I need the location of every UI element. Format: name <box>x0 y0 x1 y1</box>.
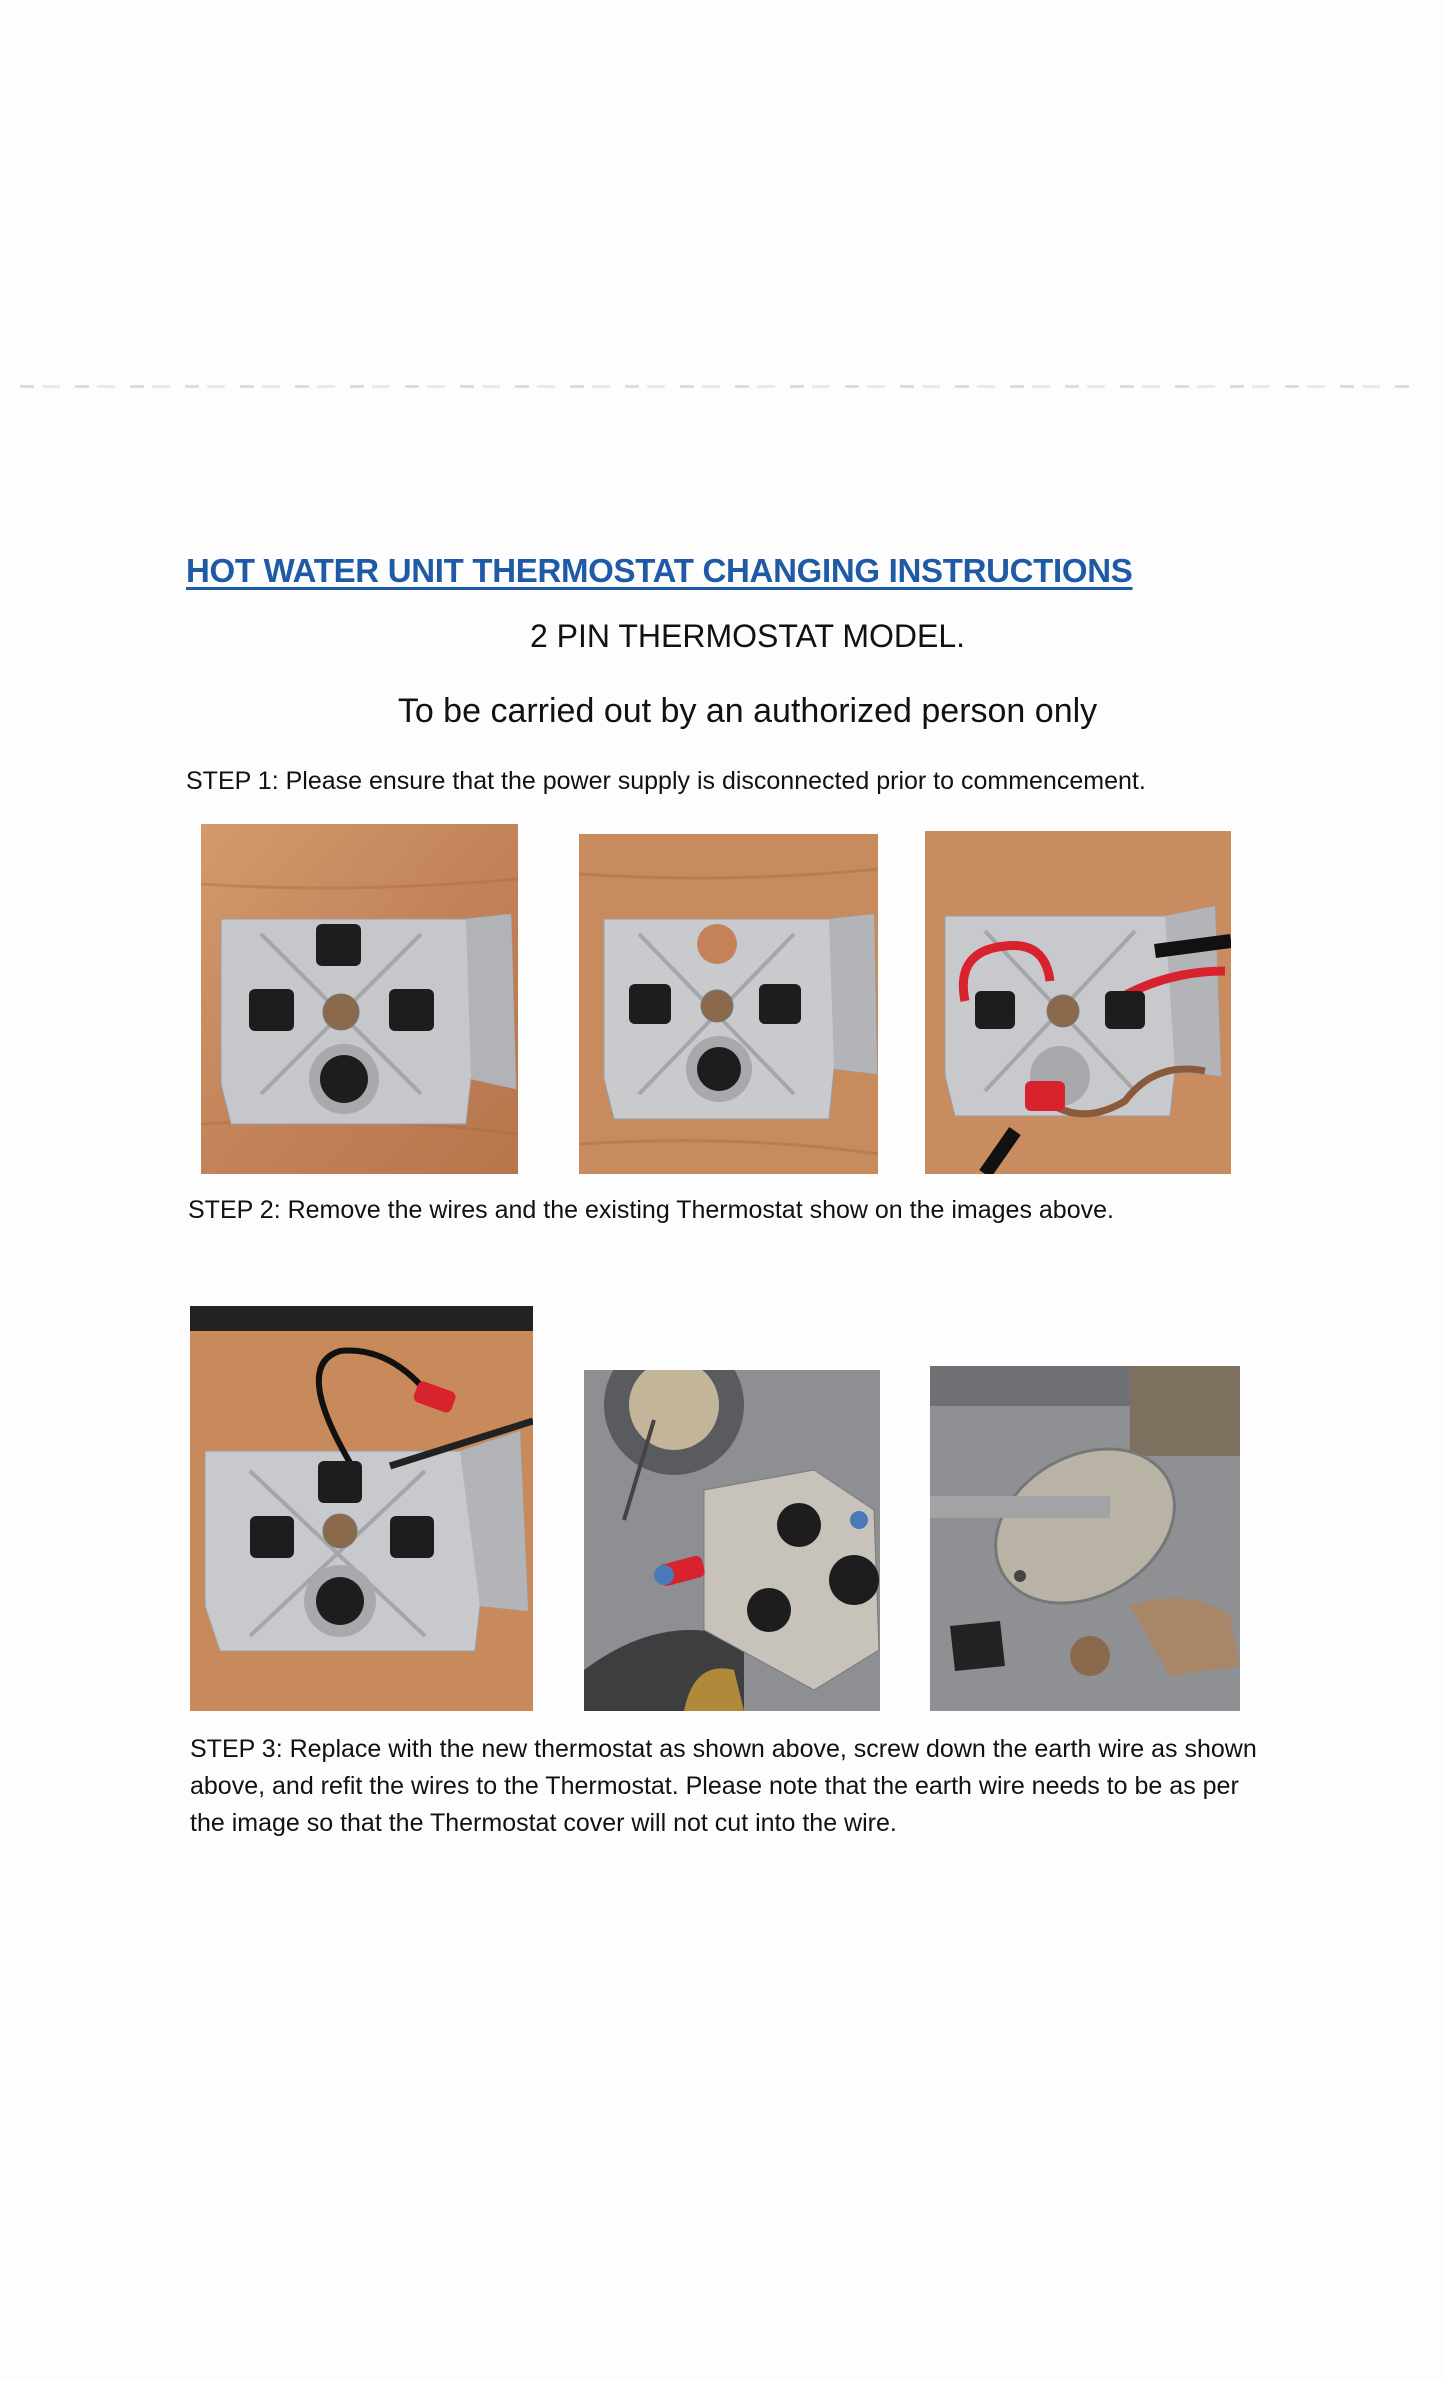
photo-thermostat-base-with-thermostats <box>201 824 518 1174</box>
step-1-text: STEP 1: Please ensure that the power supply is disconnected prior to commencement. <box>186 767 1146 795</box>
page-subtitle: 2 PIN THERMOSTAT MODEL. <box>529 618 966 654</box>
photo-thermostat-base-removed <box>579 834 878 1174</box>
scan-artifact-line <box>20 385 1415 388</box>
photo-thermostat-cover-fitted <box>930 1366 1240 1711</box>
photo-earth-wire-screw <box>584 1370 880 1711</box>
step-3-text: STEP 3: Replace with the new thermostat as shown above, screw down the earth wire as shown above, and refit the wires to the Thermostat. Please note that the earth wire needs to be as per the image so that the Thermostat cover will not cut into the wire. <box>190 1735 1257 1837</box>
step-2-text: STEP 2: Remove the wires and the existing Thermostat show on the images above. <box>188 1196 1114 1224</box>
page-title: HOT WATER UNIT THERMOSTAT CHANGING INSTRUCTIONS <box>186 552 1133 589</box>
photo-new-thermostat-earth-wire <box>190 1306 533 1711</box>
authorization-note: To be carried out by an authorized person only <box>397 692 1098 730</box>
photo-thermostat-with-wires <box>925 831 1231 1174</box>
